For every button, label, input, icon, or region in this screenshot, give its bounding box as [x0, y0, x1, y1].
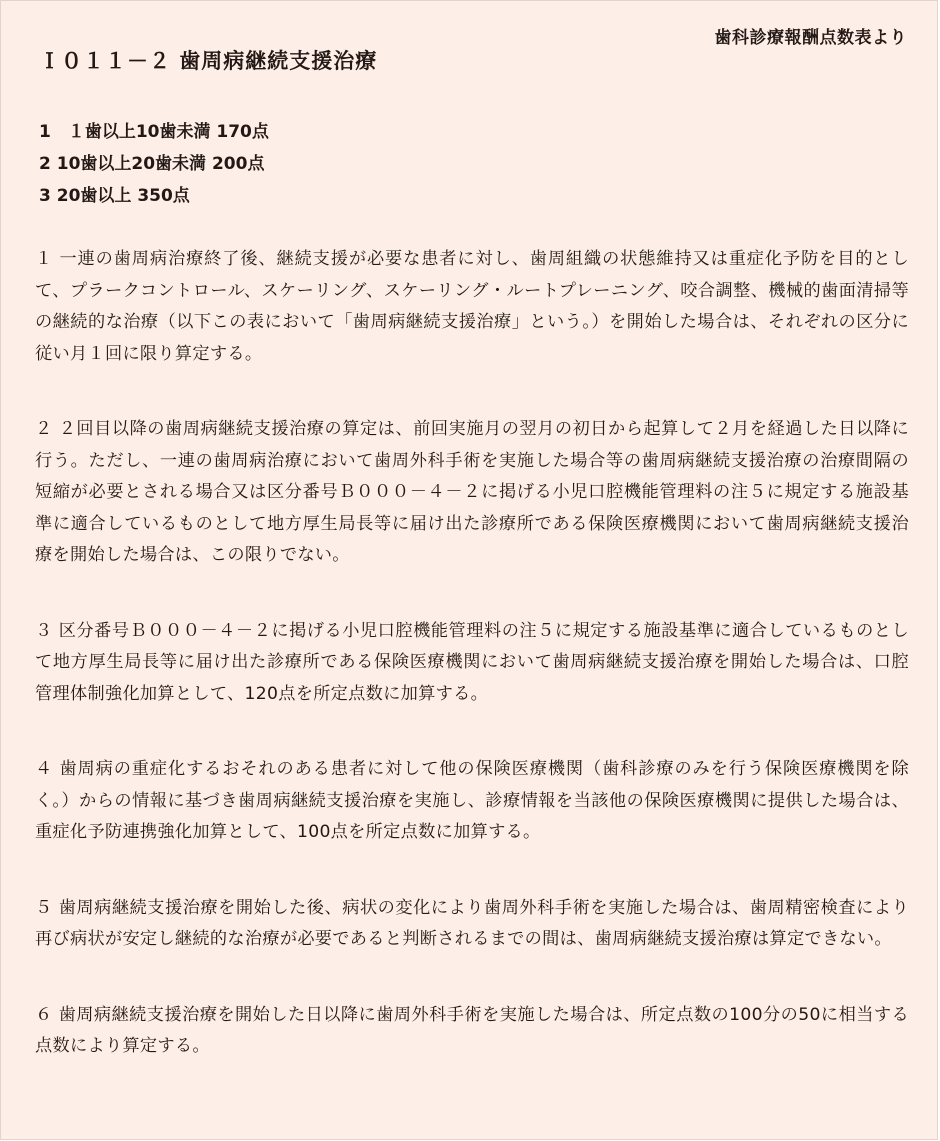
page-title: Ｉ０１１－２ 歯周病継続支援治療 — [39, 49, 378, 73]
score-item: 3 20歯以上 350点 — [39, 186, 190, 206]
notes-list — [35, 244, 909, 1063]
source-note: 歯科診療報酬点数表より — [714, 28, 907, 48]
note-paragraph: ４ 歯周病の重症化するおそれのある患者に対して他の保険医療機関（歯科診療のみを行う保険医療機関を除く。）からの情報に基づき歯周病継続支援治療を実施し、診療情報を当該他の保険医療機関に提供した場合は、重症化予防連携強化加算として、100点を所定点数に加算する。 — [35, 759, 909, 842]
score-item: 1 １歯以上10歯未満 170点 — [39, 122, 269, 142]
score-item: 2 10歯以上20歯未満 200点 — [39, 154, 265, 174]
note-paragraph: １ 一連の歯周病治療終了後、継続支援が必要な患者に対し、歯周組織の状態維持又は重症化予防を目的として、プラークコントロール、スケーリング、スケーリング・ルートプレーニング、咬合調整、機械的歯面清掃等の継続的な治療（以下この表において「歯周病継続支援治療」という。）を開始した場合は、それぞれの区分に従い月１回に限り算定する。 — [35, 249, 909, 364]
score-list — [39, 116, 269, 212]
note-paragraph: ３ 区分番号Ｂ０００－４－２に掲げる小児口腔機能管理料の注５に規定する施設基準に適合しているものとして地方厚生局長等に届け出た診療所である保険医療機関において歯周病継続支援治療を開始した場合は、口腔管理体制強化加算として、120点を所定点数に加算する。 — [35, 620, 909, 704]
note-paragraph: ２ ２回目以降の歯周病継続支援治療の算定は、前回実施月の翌月の初日から起算して２月を経過した日以降に行う。ただし、一連の歯周病治療において歯周外科手術を実施した場合等の歯周病継続支援治療の治療間隔の短縮が必要とされる場合又は区分番号Ｂ０００－４－２に掲げる小児口腔機能管理料の注５に規定する施設基準に適合しているものとして地方厚生局長等に届け出た診療所である保険医療機関において歯周病継続支援治療を開始した場合は、この限りでない。 — [35, 419, 909, 565]
note-paragraph: ６ 歯周病継続支援治療を開始した日以降に歯周外科手術を実施した場合は、所定点数の100分の50に相当する点数により算定する。 — [35, 1004, 909, 1056]
note-paragraph: ５ 歯周病継続支援治療を開始した後、病状の変化により歯周外科手術を実施した場合は、歯周精密検査により再び病状が安定し継続的な治療が必要であると判断されるまでの間は、歯周病継続支援治療は算定できない。 — [35, 897, 909, 949]
